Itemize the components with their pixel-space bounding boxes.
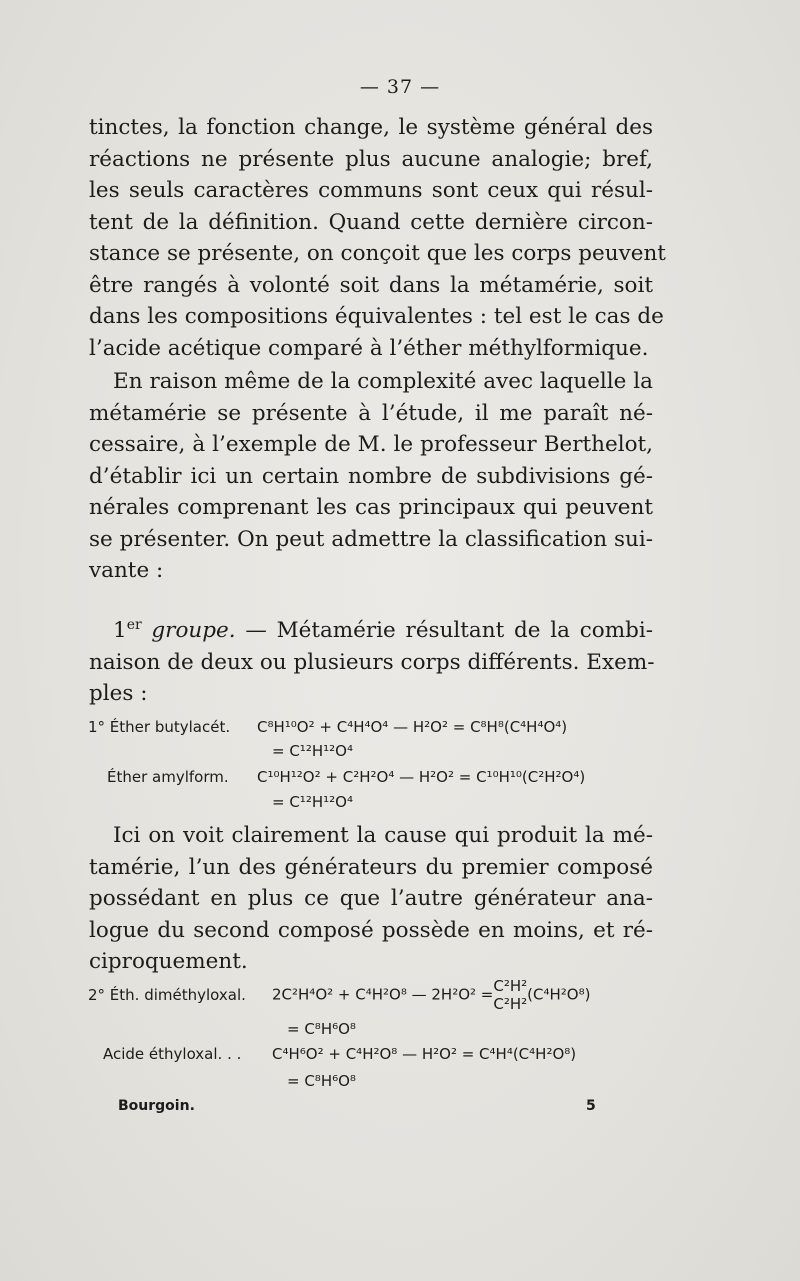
group-title: — Métamérie résultant de la combi- [245, 618, 653, 644]
formula-label: Acide éthyloxal. . . [103, 1045, 242, 1063]
group-1-paragraph [89, 610, 653, 710]
text-line: logue du second composé possède en moins, et ré- [89, 917, 653, 943]
formula-label: Éther amylform. [107, 768, 229, 786]
formula-label: 1° Éther butylacét. [88, 718, 231, 736]
formula-equation [272, 977, 590, 1013]
text-line: tent de la définition. Quand cette dernière circon- [89, 209, 653, 235]
fraction-bottom: C²H² [493, 995, 528, 1013]
formula-fraction [493, 977, 527, 1013]
text-line: dans les compositions équivalentes : tel est le cas de [89, 304, 664, 329]
text-line: métamérie se présente à l’étude, il me paraît né- [89, 400, 653, 426]
text-line: nérales comprenant les cas principaux qui peuvent [89, 495, 653, 520]
formula-result: = C¹²H¹²O⁴ [272, 742, 353, 760]
text-line [89, 610, 653, 647]
formula-result: = C⁸H⁶O⁸ [287, 1072, 356, 1090]
text-line: En raison même de la complexité avec laquelle la [113, 369, 653, 394]
page-number: — 37 — [359, 76, 441, 98]
text-line: tinctes, la fonction change, le système général des [89, 115, 653, 140]
text-line: cessaire, à l’exemple de M. le professeur Berthelot, [89, 432, 653, 457]
sheet-number: 5 [586, 1098, 596, 1114]
formula-result: = C¹²H¹²O⁴ [272, 793, 353, 811]
text-line: réactions ne présente plus aucune analogie; bref, [89, 146, 653, 172]
text-line: l’acide acétique comparé à l’éther méthylformique. [89, 335, 649, 361]
text-line: se présenter. On peut admettre la classification sui- [89, 526, 653, 552]
group-number-superscript: er [126, 617, 142, 633]
paragraph-2 [89, 366, 653, 587]
formula-equation: C⁴H⁶O² + C⁴H²O⁸ — H²O² = C⁴H⁴(C⁴H²O⁸) [272, 1045, 577, 1063]
signature-mark: Bourgoin. [118, 1098, 195, 1114]
paragraph-1 [89, 112, 666, 364]
text-line: Ici on voit clairement la cause qui produit la mé- [113, 823, 653, 848]
text-line: naison de deux ou plusieurs corps différents. Exem- [89, 649, 655, 675]
formula-equation-left: 2C²H⁴O² + C⁴H²O⁸ — 2H²O² = [272, 985, 494, 1004]
fraction-top: C²H² [493, 977, 528, 995]
formula-equation: C⁸H¹⁰O² + C⁴H⁴O⁴ — H²O² = C⁸H⁸(C⁴H⁴O⁴) [257, 718, 568, 736]
text-line: ples : [89, 681, 148, 707]
group-number: 1 [113, 618, 127, 644]
paragraph-3 [89, 820, 653, 978]
text-line: vante : [89, 558, 164, 583]
text-line: stance se présente, on conçoit que les corps peuvent [89, 241, 666, 266]
text-line: les seuls caractères communs sont ceux qui résul- [89, 178, 653, 203]
text-line: tamérie, l’un des générateurs du premier composé [89, 854, 653, 880]
formula-result: = C⁸H⁶O⁸ [287, 1020, 356, 1038]
text-line: d’établir ici un certain nombre de subdivisions gé- [89, 463, 653, 489]
text-line: être rangés à volonté soit dans la métamérie, soit [89, 272, 653, 298]
formula-label: 2° Éth. diméthyloxal. [88, 986, 246, 1004]
group-label: groupe. [151, 618, 236, 644]
formula-equation: C¹⁰H¹²O² + C²H²O⁴ — H²O² = C¹⁰H¹⁰(C²H²O⁴) [257, 768, 586, 786]
formula-equation-right: (C⁴H²O⁸) [527, 985, 591, 1004]
text-line: possédant en plus ce que l’autre générateur ana- [89, 886, 653, 911]
text-line: ciproquement. [89, 949, 248, 974]
